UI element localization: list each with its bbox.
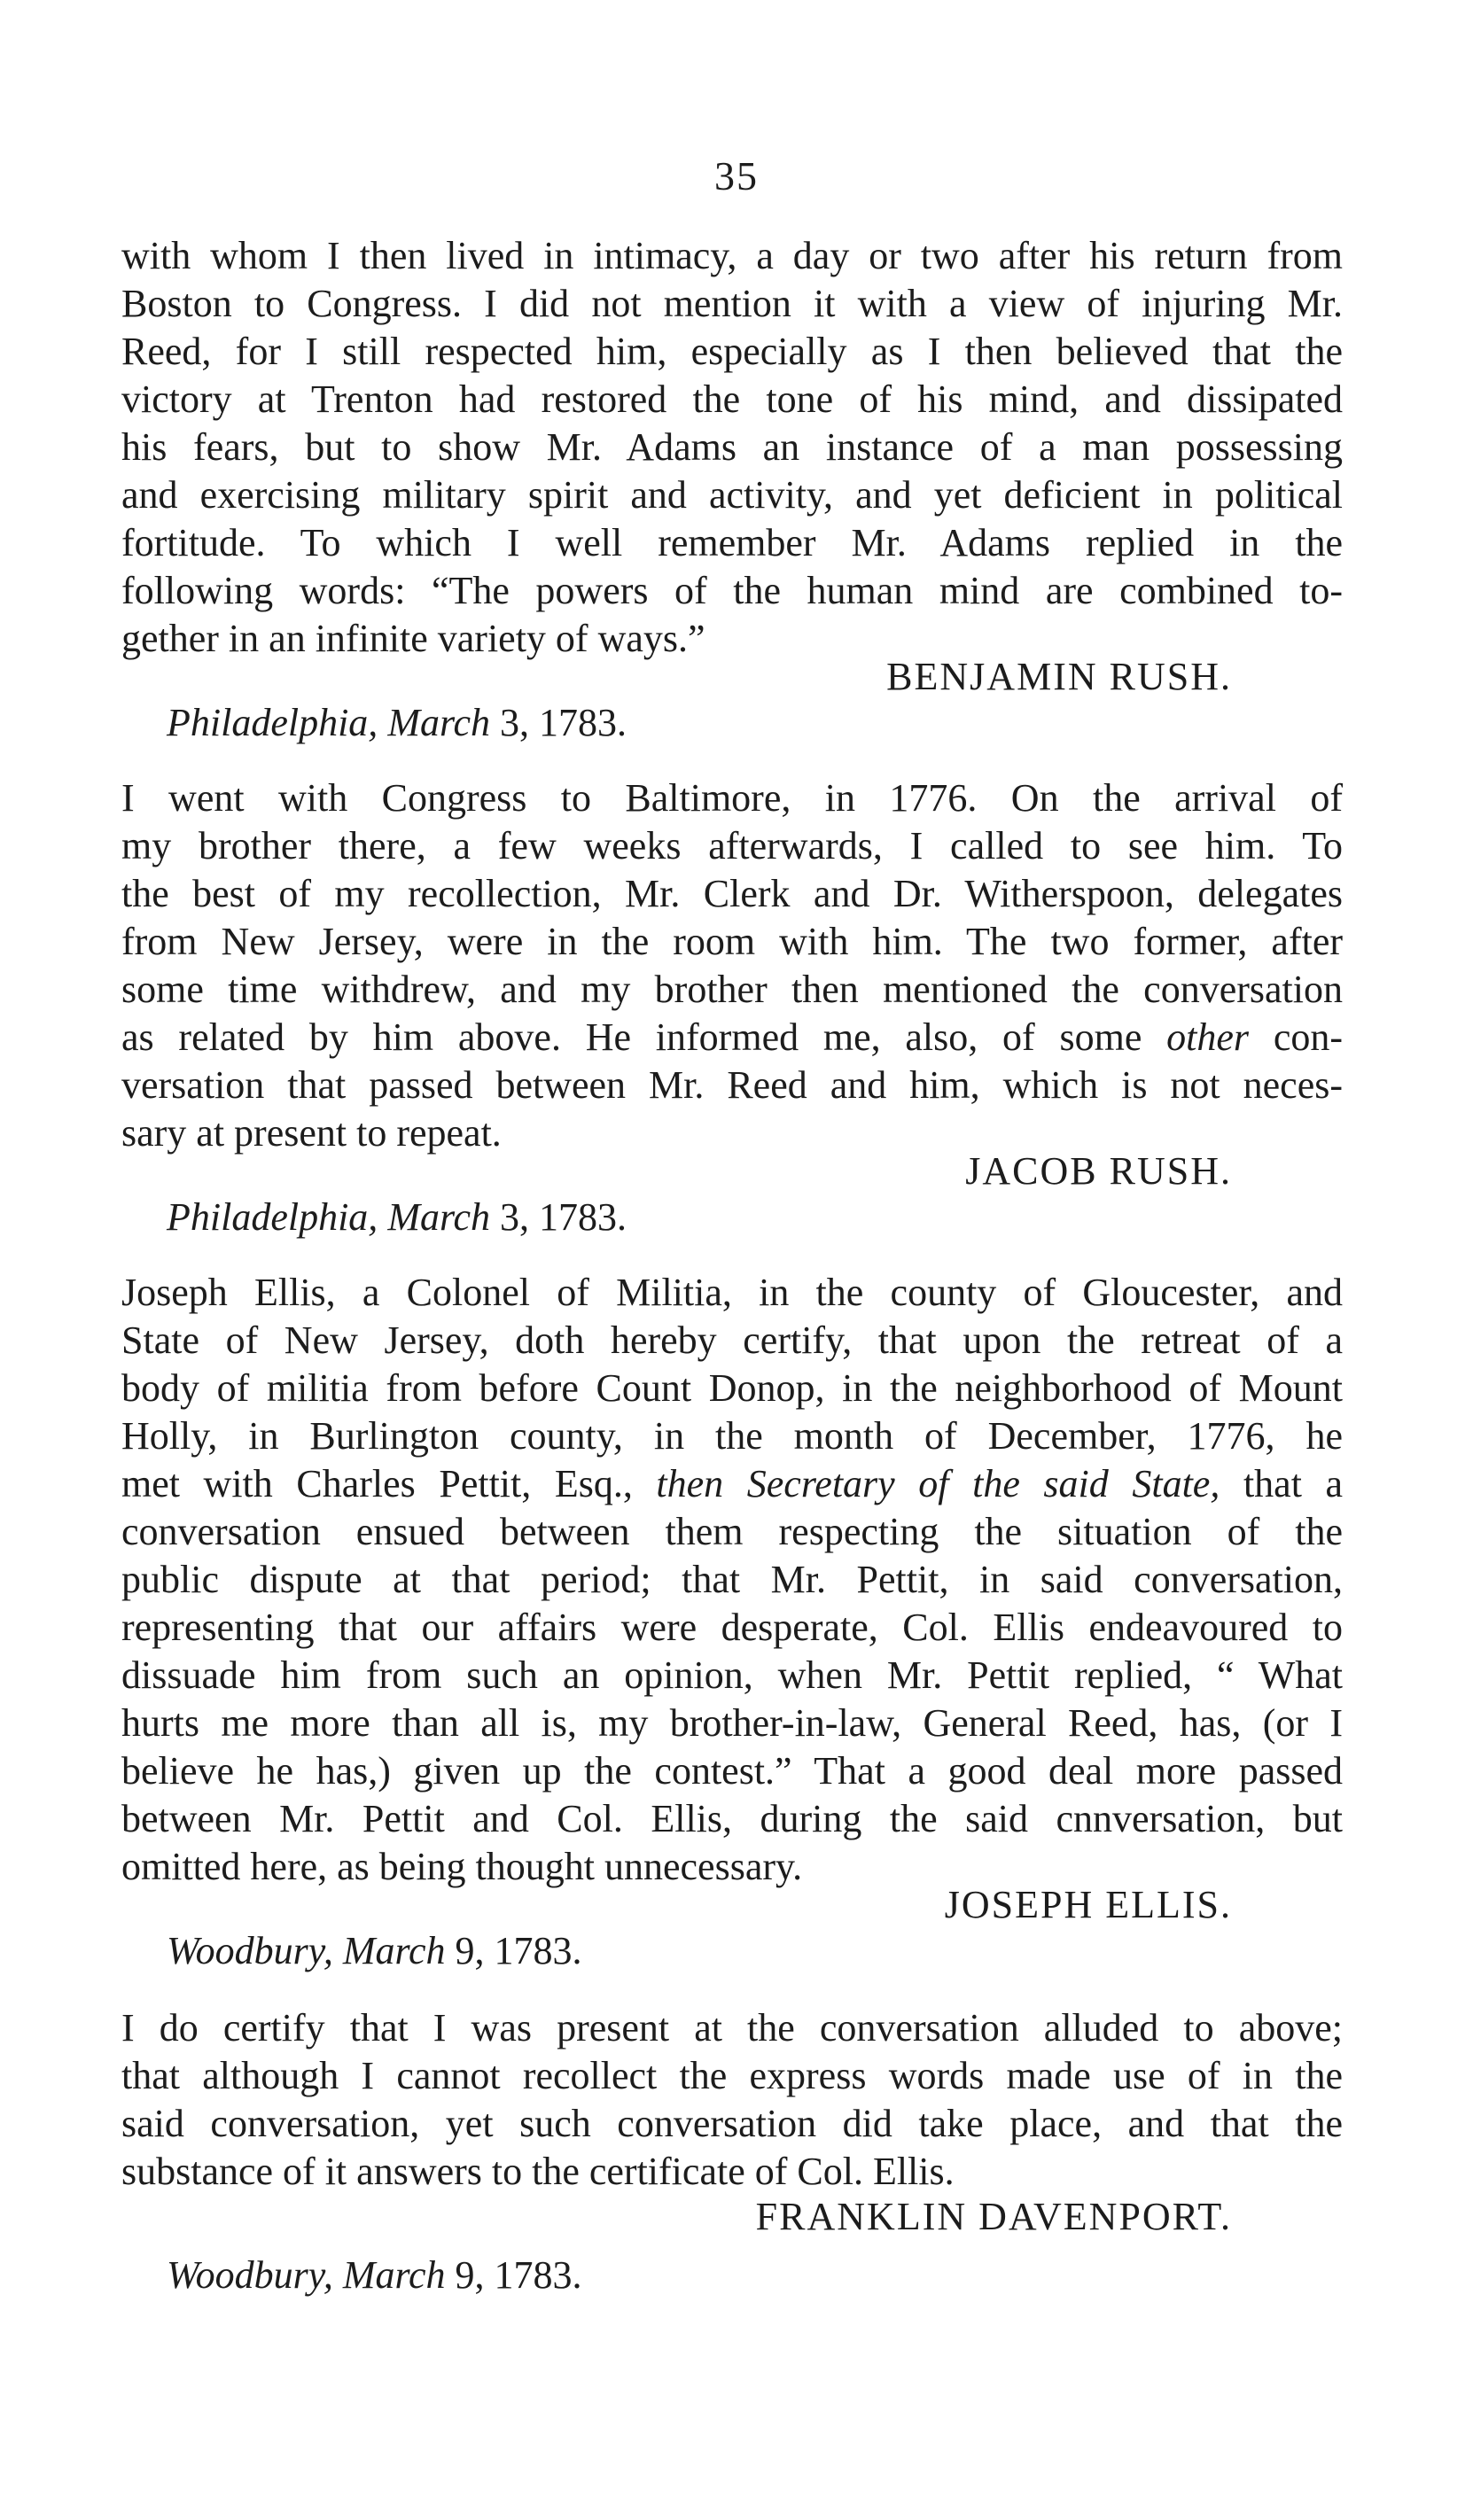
text-line: I do certify that I was present at the conversation alluded to above; [121, 2006, 1343, 2049]
text-line: State of New Jersey, doth hereby certify, that upon the retreat of a [121, 1318, 1343, 1362]
italic-segment: other [1166, 1015, 1250, 1059]
dateline [167, 1194, 627, 1240]
text-line: between Mr. Pettit and Col. Ellis, during the said cnnversation, but [121, 1797, 1343, 1840]
text-line: Holly, in Burlington county, in the month of December, 1776, he [121, 1414, 1343, 1458]
text-line: his fears, but to show Mr. Adams an instance of a man possessing [121, 425, 1343, 469]
text-line: my brother there, a few weeks afterwards, I called to see him. To [121, 824, 1343, 867]
signature: BENJAMIN RUSH. [886, 655, 1232, 698]
text-line: versation that passed between Mr. Reed and him, which is not neces- [121, 1063, 1343, 1107]
page-number: 35 [714, 153, 759, 198]
date-rest: 3, 1783. [499, 1195, 627, 1239]
text-line: I went with Congress to Baltimore, in 1776. On the arrival of [121, 776, 1343, 820]
text-line: omitted here, as being thought unnecessary. [121, 1845, 803, 1888]
text-line: Boston to Congress. I did not mention it with a view of injuring Mr. [121, 282, 1343, 325]
text-line: victory at Trenton had restored the tone of his mind, and dissipated [121, 377, 1343, 421]
date-month: March [387, 1195, 490, 1239]
dateline [167, 1928, 582, 1973]
date-month: March [387, 701, 490, 744]
text-line: dissuade him from such an opinion, when Mr. Pettit replied, “ What [121, 1653, 1343, 1697]
signature: JACOB RUSH. [965, 1149, 1232, 1193]
date-place: Philadelphia, [167, 701, 378, 744]
date-place: Woodbury, [167, 2253, 333, 2297]
text-line: body of militia from before Count Donop, in the neighborhood of Mount [121, 1366, 1343, 1410]
date-rest: 9, 1783. [455, 2253, 582, 2297]
text-line: the best of my recollection, Mr. Clerk and Dr. Witherspoon, delegates [121, 872, 1343, 915]
text-line: gether in an infinite variety of ways.” [121, 617, 705, 660]
signature: JOSEPH ELLIS. [944, 1883, 1232, 1926]
text-segment: con- [1273, 1015, 1343, 1059]
date-place: Philadelphia, [167, 1195, 378, 1239]
text-line-mixed [121, 1014, 1343, 1062]
date-place: Woodbury, [167, 1929, 333, 1972]
text-line: public dispute at that period; that Mr. Pettit, in said conversation, [121, 1558, 1343, 1601]
text-line: Reed, for I still respected him, especially as I then believed that the [121, 330, 1343, 373]
text-line: Joseph Ellis, a Colonel of Militia, in the county of Gloucester, and [121, 1271, 1343, 1314]
text-line: following words: “The powers of the human mind are combined to- [121, 569, 1343, 612]
text-line: hurts me more than all is, my brother-in-law, General Reed, has, (or I [121, 1701, 1343, 1745]
text-line-mixed [121, 1460, 1343, 1508]
text-line: sary at present to repeat. [121, 1111, 502, 1155]
date-month: March [342, 1929, 446, 1972]
text-line: some time withdrew, and my brother then mentioned the conversation [121, 968, 1343, 1011]
text-line: said conversation, yet such conversation did take place, and that the [121, 2102, 1343, 2145]
dateline [167, 2252, 582, 2298]
dateline [167, 700, 627, 745]
text-line: substance of it answers to the certificate of Col. Ellis. [121, 2150, 955, 2193]
text-line: believe he has,) given up the contest.” That a good deal more passed [121, 1749, 1343, 1793]
text-line: fortitude. To which I well remember Mr. Adams replied in the [121, 521, 1343, 564]
text-line: and exercising military spirit and activity, and yet deficient in political [121, 473, 1343, 517]
text-segment: that a [1243, 1462, 1344, 1505]
text-line: conversation ensued between them respecting the situation of the [121, 1510, 1343, 1553]
italic-segment: then Secretary of the said State, [656, 1462, 1220, 1505]
date-rest: 9, 1783. [455, 1929, 582, 1972]
date-rest: 3, 1783. [499, 701, 627, 744]
text-line: from New Jersey, were in the room with him. The two former, after [121, 920, 1343, 963]
text-line: representing that our affairs were desperate, Col. Ellis endeavoured to [121, 1606, 1343, 1649]
text-segment: met with Charles Pettit, Esq., [121, 1462, 633, 1505]
signature: FRANKLIN DAVENPORT. [755, 2195, 1232, 2238]
date-month: March [342, 2253, 446, 2297]
text-line: with whom I then lived in intimacy, a day or two after his return from [121, 234, 1343, 277]
text-segment: as related by him above. He informed me, also, of some [121, 1015, 1142, 1059]
text-line: that although I cannot recollect the express words made use of in the [121, 2054, 1343, 2097]
